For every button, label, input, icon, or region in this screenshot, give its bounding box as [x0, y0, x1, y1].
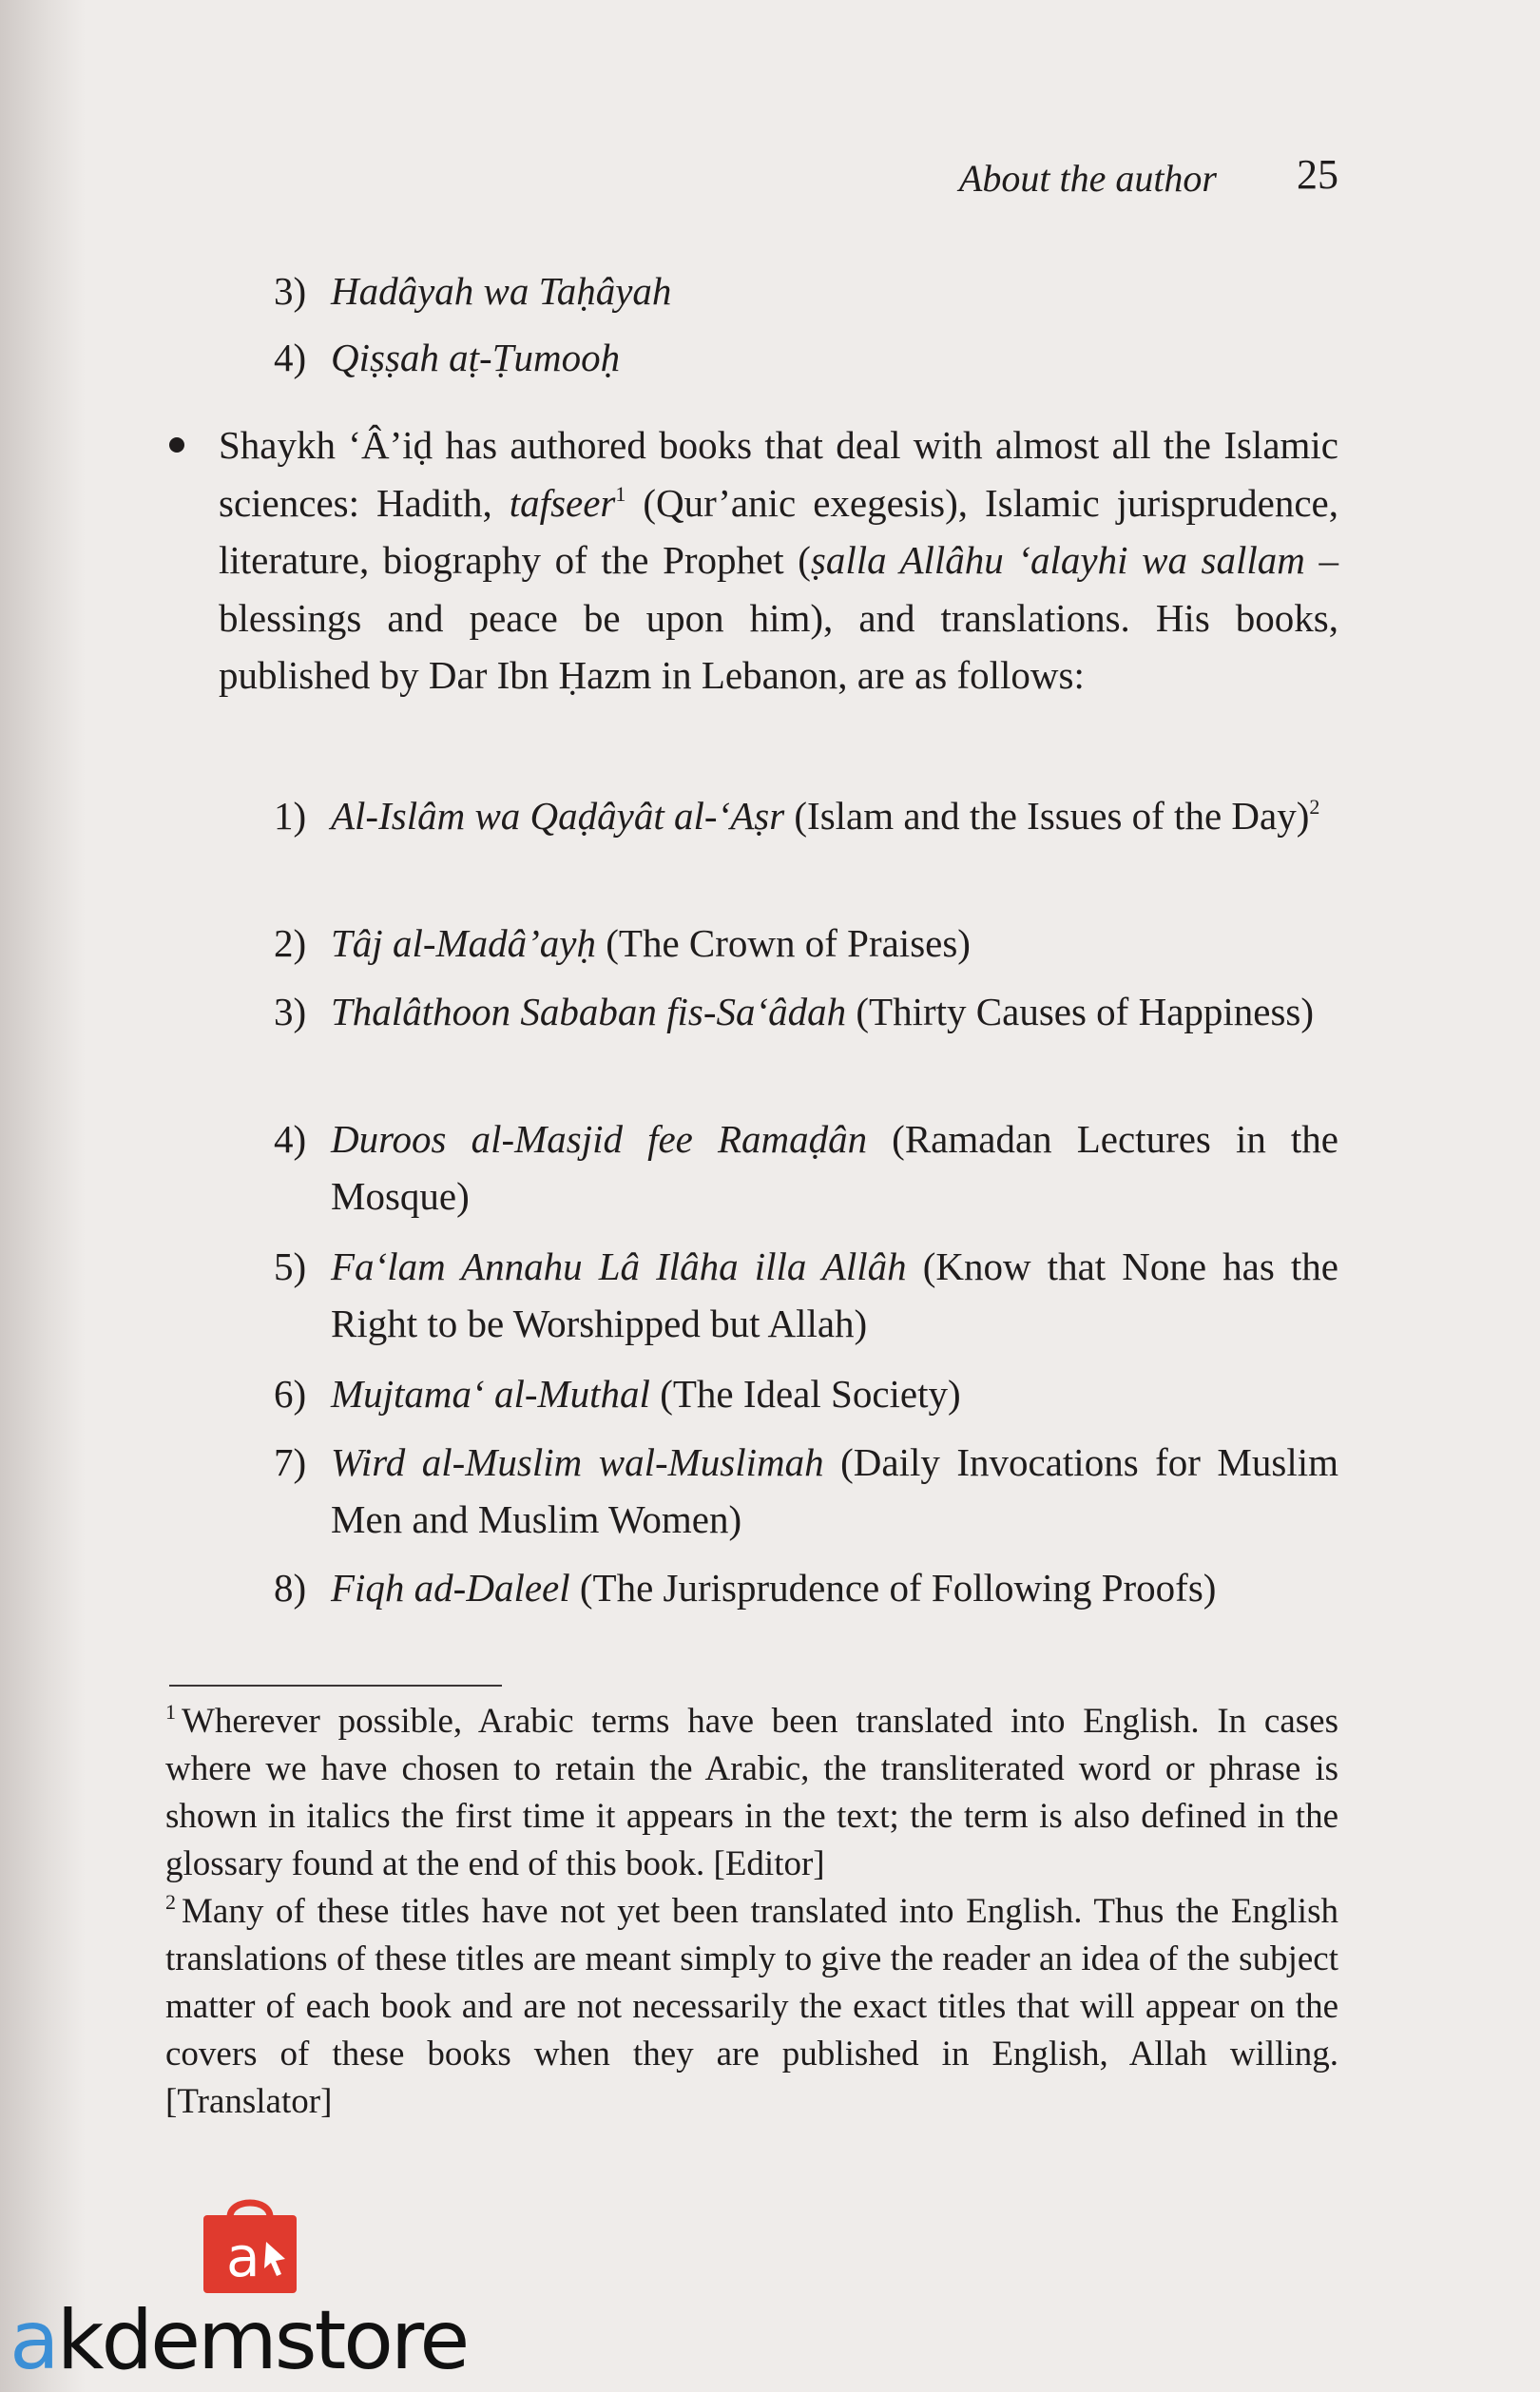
list-item-number: 7) [274, 1440, 307, 1484]
footnote-ref: 2 [1309, 795, 1320, 819]
book-title: Tâj al-Madâ’ayḥ [331, 921, 596, 965]
list-item-number: 2) [274, 921, 307, 965]
book-list-item [274, 1365, 1338, 1422]
book-list-item [274, 1110, 1338, 1225]
page-number: 25 [1297, 151, 1338, 198]
list-item [274, 329, 1338, 386]
footnote-number: 1 [165, 1700, 176, 1724]
book-list-item [274, 1238, 1338, 1352]
footnote-ref: 1 [615, 481, 626, 506]
logo-word: kdemstore [56, 2293, 468, 2388]
svg-text:a: a [226, 2225, 260, 2289]
running-head-title: About the author [958, 157, 1217, 200]
book-description: (Daily Invocations for Muslim Men and Muslim Women) [331, 1440, 1339, 1541]
book-list-item [274, 983, 1338, 1040]
book-title: Duroos al-Masjid fee Ramaḍân [331, 1117, 868, 1161]
term-salawat: ṣalla Allâhu ‘alayhi wa sallam [810, 538, 1305, 582]
list-item [274, 262, 1338, 319]
book-title: Al-Islâm wa Qaḍâyât al-‘Aṣr [331, 794, 785, 838]
footnote-1 [165, 1698, 1338, 1888]
book-description: (Thirty Causes of Happiness) [846, 990, 1315, 1033]
book-description: (The Ideal Society) [649, 1372, 961, 1416]
book-description: (Know that None has the Right to be Worshipped but Allah) [331, 1244, 1339, 1345]
bullet-paragraph [169, 416, 1338, 704]
page-spine-shadow [0, 0, 86, 2392]
term-tafseer: tafseer [509, 480, 616, 525]
book-title: Mujtama‘ al-Muthal [331, 1372, 650, 1416]
list-item-number: 8) [274, 1566, 307, 1610]
book-list-item [274, 1559, 1338, 1616]
list-item-number: 4) [274, 1117, 307, 1161]
book-title: Wird al-Muslim wal-Muslimah [331, 1440, 824, 1484]
list-item-number: 6) [274, 1372, 307, 1416]
list-item-number: 4) [274, 336, 307, 379]
book-title: Hadâyah wa Taḥâyah [331, 269, 672, 313]
book-title: Fiqh ad-Daleel [331, 1566, 570, 1610]
shopping-bag-logo-icon [198, 2189, 302, 2295]
footnote-text: Wherever possible, Arabic terms have been translated into English. In cases where we have chosen to retain the Arabic, the transliterated word or phrase is shown in italics the first time it appears in the text; the term is also defined in the glossary found at the end of this book. [Editor] [165, 1702, 1338, 1883]
book-title: Fa‘lam Annahu Lâ Ilâha illa Allâh [331, 1244, 907, 1288]
book-description: (Islam and the Issues of the Day) [784, 794, 1310, 838]
book-list-item [274, 915, 1338, 972]
list-item-number: 3) [274, 269, 307, 313]
footnote-text: Many of these titles have not yet been translated into English. Thus the English translations of these titles are meant simply to give the reader an idea of the subject matter of each book and are not necessarily the exact titles that will appear on the covers of these books when they are published in English, Allah willing. [Translator] [165, 1892, 1338, 2121]
footnote-number: 2 [165, 1890, 176, 1914]
book-title: Thalâthoon Sababan fis-Sa‘âdah [331, 990, 847, 1033]
footnote-2 [165, 1888, 1338, 2126]
footnote-divider [169, 1685, 502, 1687]
footnotes [165, 1698, 1338, 2126]
logo-letter-a: a [10, 2293, 57, 2388]
list-item-number: 5) [274, 1244, 307, 1288]
book-description: (The Crown of Praises) [596, 921, 971, 965]
running-head [0, 150, 1338, 207]
book-title: Qiṣṣah aṭ-Ṭumooḥ [331, 336, 621, 379]
list-item-number: 3) [274, 990, 307, 1033]
list-item-number: 1) [274, 794, 307, 838]
akdemstore-watermark [10, 2291, 504, 2390]
book-list-item [274, 787, 1338, 844]
book-description: (Ramadan Lectures in the Mosque) [331, 1117, 1339, 1218]
book-description: (The Jurisprudence of Following Proofs) [569, 1566, 1217, 1610]
bullet-dot-icon [169, 437, 184, 453]
book-list-item [274, 1434, 1338, 1548]
bullet-text: Shaykh ‘Â’iḍ has authored books that deal with almost all the Islamic sciences: Hadith, tafseer$^1$ (Qur’anic exegesis), Islamic jurisprudence, literature, biography of the Prophet (ṣalla Allâhu ‘alayhi wa sallam – blessings and peace be upon him), and translations. His books, published by Dar Ibn Ḥazm in Lebanon, are as follows: [219, 423, 1339, 697]
